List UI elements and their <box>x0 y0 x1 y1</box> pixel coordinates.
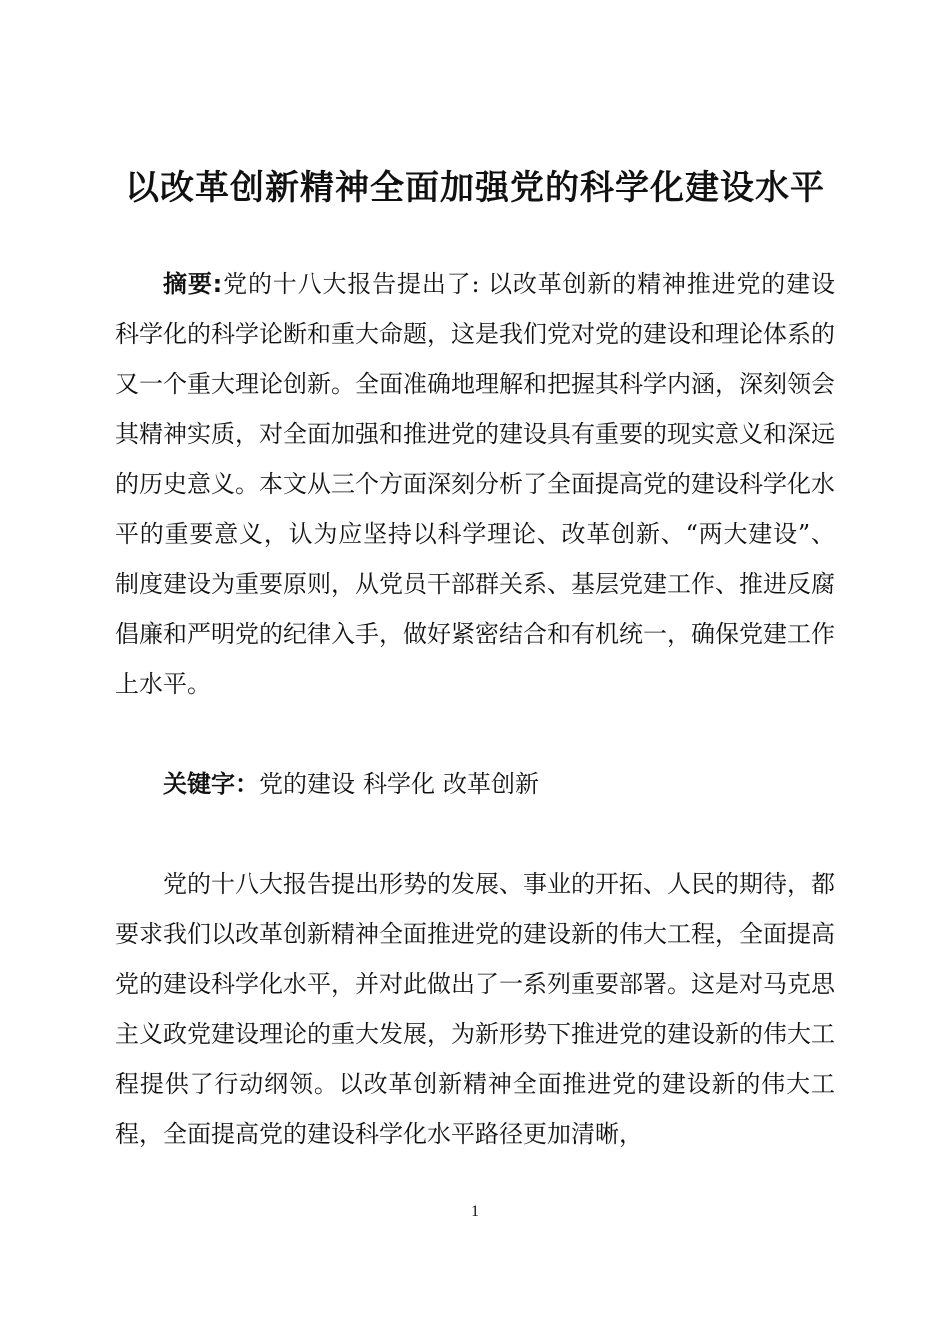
keyword: 改革创新 <box>443 770 539 798</box>
abstract-label: 摘要: <box>163 270 223 298</box>
spacer <box>115 709 835 759</box>
keyword: 科学化 <box>363 770 435 798</box>
keywords-line <box>115 759 835 809</box>
abstract-paragraph <box>115 259 835 709</box>
abstract-text: 党的十八大报告提出了: 以改革创新的精神推进党的建设科学化的科学论断和重大命题，这是我们党对党的建设和理论体系的又一个重大理论创新。全面准确地理解和把握其科学内涵，深刻领会其精神实质，对全面加强和推进党的建设具有重要的现实意义和深远的历史意义。本文从三个方面深刻分析了全面提高党的建设科学化水平的重要意义，认为应坚持以科学理论、改革创新、“两大建设”、制度建设为重要原则，从党员干部群关系、基层党建工作、推进反腐倡廉和严明党的纪律入手，做好紧密结合和有机统一，确保党建工作上水平。 <box>115 270 835 698</box>
document-title: 以改革创新精神全面加强党的科学化建设水平 <box>125 168 825 208</box>
document-content <box>115 259 835 1159</box>
keyword: 党的建设 <box>259 770 355 798</box>
page-number: 1 <box>471 1203 479 1220</box>
body-paragraph: 党的十八大报告提出形势的发展、事业的开拓、人民的期待，都要求我们以改革创新精神全面推进党的建设新的伟大工程，全面提高党的建设科学化水平，并对此做出了一系列重要部署。这是对马克思主义政党建设理论的重大发展，为新形势下推进党的建设新的伟大工程提供了行动纲领。以改革创新精神全面推进党的建设新的伟大工程，全面提高党的建设科学化水平路径更加清晰， <box>115 870 835 1148</box>
keywords-label: 关键字： <box>163 770 259 798</box>
spacer <box>115 809 835 859</box>
